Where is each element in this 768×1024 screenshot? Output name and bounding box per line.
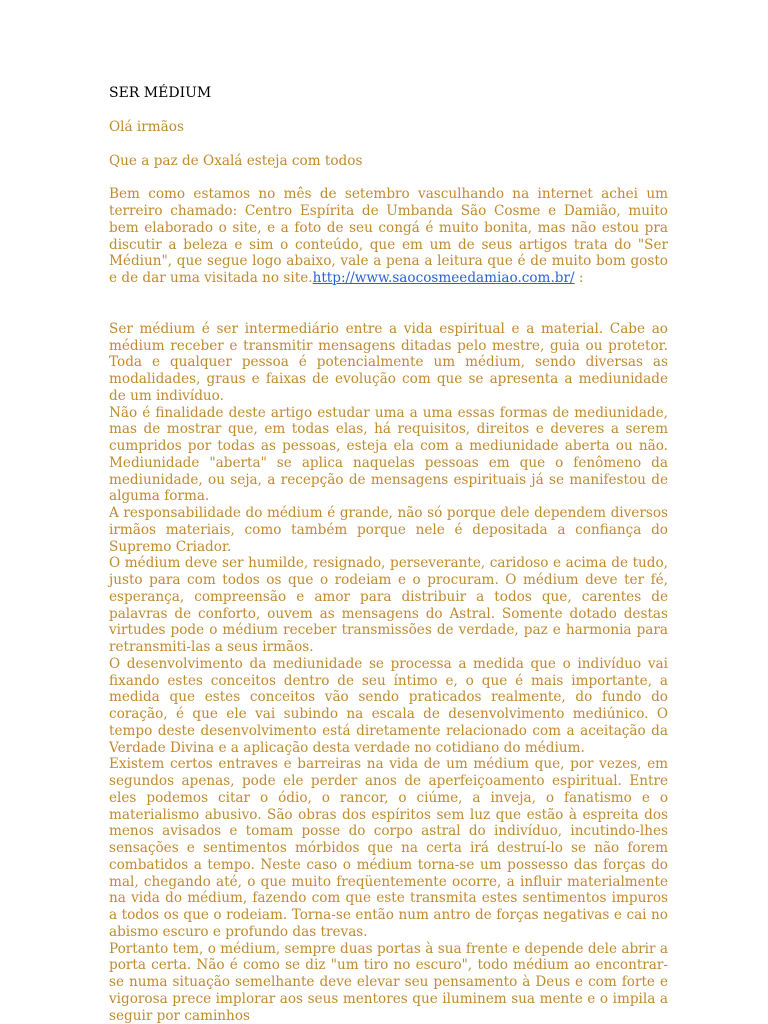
article-paragraph: Portanto tem, o médium, sempre duas portas à sua frente e depende dele abrir a porta certa. Não é como se diz "um tiro no escuro", todo médium ao encontrar-se numa situação semelhante deve elevar seu pensamento à Deus e com forte e vigorosa prece implorar aos seus mentores que iluminem sua mente e o impila a seguir por caminhos xyxy=(109,940,668,1024)
intro-paragraph xyxy=(109,186,668,287)
blessing: Que a paz de Oxalá esteja com todos xyxy=(109,152,363,169)
greeting: Olá irmãos xyxy=(109,118,184,135)
document-title: SER MÉDIUM xyxy=(109,85,212,101)
article-body xyxy=(109,321,668,1024)
article-paragraph: O médium deve ser humilde, resignado, perseverante, caridoso e acima de tudo, justo para com todos os que o rodeiam e o procuram. O médium deve ter fé, esperança, compreensão e amor para distribuir a todos que, carentes de palavras de conforto, ouvem as mensagens do Astral. Somente dotado destas virtudes pode o médium receber transmissões de verdade, paz e harmonia para retransmiti-las a seus irmãos. xyxy=(109,555,668,655)
intro-text: Bem como estamos no mês de setembro vasculhando na internet achei um terreiro chamado: Centro Espírita de Umbanda São Cosme e Damião, muito bem elaborado o site, e a foto de seu congá é muito bonita, mas não estou pra discutir a beleza e sim o conteúdo, que em um de seus artigos trata do "Ser Médiun", que segue logo abaixo, vale a pena a leitura que é de muito bom gosto e de dar uma visitada no site. xyxy=(109,186,668,286)
link-suffix: : xyxy=(574,270,584,286)
article-paragraph: A responsabilidade do médium é grande, não só porque dele dependem diversos irmãos materiais, como também porque nele é depositada a confiança do Supremo Criador. xyxy=(109,505,668,555)
article-paragraph: Não é finalidade deste artigo estudar uma a uma essas formas de mediunidade, mas de mostrar que, em todas elas, há requisitos, direitos e deveres a serem cumpridos por todas as pessoas, esteja ela com a mediunidade aberta ou não. Mediunidade "aberta" se aplica naquelas pessoas em que o fenômeno da mediunidade, ou seja, a recepção de mensagens espirituais já se manifestou de alguma forma. xyxy=(109,404,668,505)
article-paragraph: Ser médium é ser intermediário entre a vida espiritual e a material. Cabe ao médium receber e transmitir mensagens ditadas pelo mestre, guia ou protetor. Toda e qualquer pessoa é potencialmente um médium, sendo diversas as modalidades, graus e faixas de evolução com que se apresenta a mediunidade de um indivíduo. xyxy=(109,320,668,404)
article-paragraph: Existem certos entraves e barreiras na vida de um médium que, por vezes, em segundos apenas, pode ele perder anos de aperfeiçoamento espiritual. Entre eles podemos citar o ódio, o rancor, o ciúme, a inveja, o fanatismo e o materialismo abusivo. São obras dos espíritos sem luz que estão à espreita dos menos avisados e tomam posse do corpo astral do indivíduo, incutindo-lhes sensações e sentimentos mórbidos que na certa irá destruí-lo se não forem combatidos a tempo. Neste caso o médium torna-se um possesso das forças do mal, chegando até, o que muito freqüentemente ocorre, a influir materialmente na vida do médium, fazendo com que este transmita estes sentimentos impuros a todos os que o rodeiam. Torna-se então num antro de forças negativas e cai no abismo escuro e profundo das trevas. xyxy=(109,756,668,940)
article-paragraph: O desenvolvimento da mediunidade se processa a medida que o indivíduo vai fixando estes conceitos dentro de seu íntimo e, o que é mais importante, a medida que estes conceitos vão sendo praticados realmente, do fundo do coração, é que ele vai subindo na escala de desenvolvimento mediúnico. O tempo deste desenvolvimento está diretamente relacionado com a aceitação da Verdade Divina e a aplicação desta verdade no cotidiano do médium. xyxy=(109,655,668,756)
site-link[interactable]: http://www.saocosmeedamiao.com.br/ xyxy=(312,270,575,286)
